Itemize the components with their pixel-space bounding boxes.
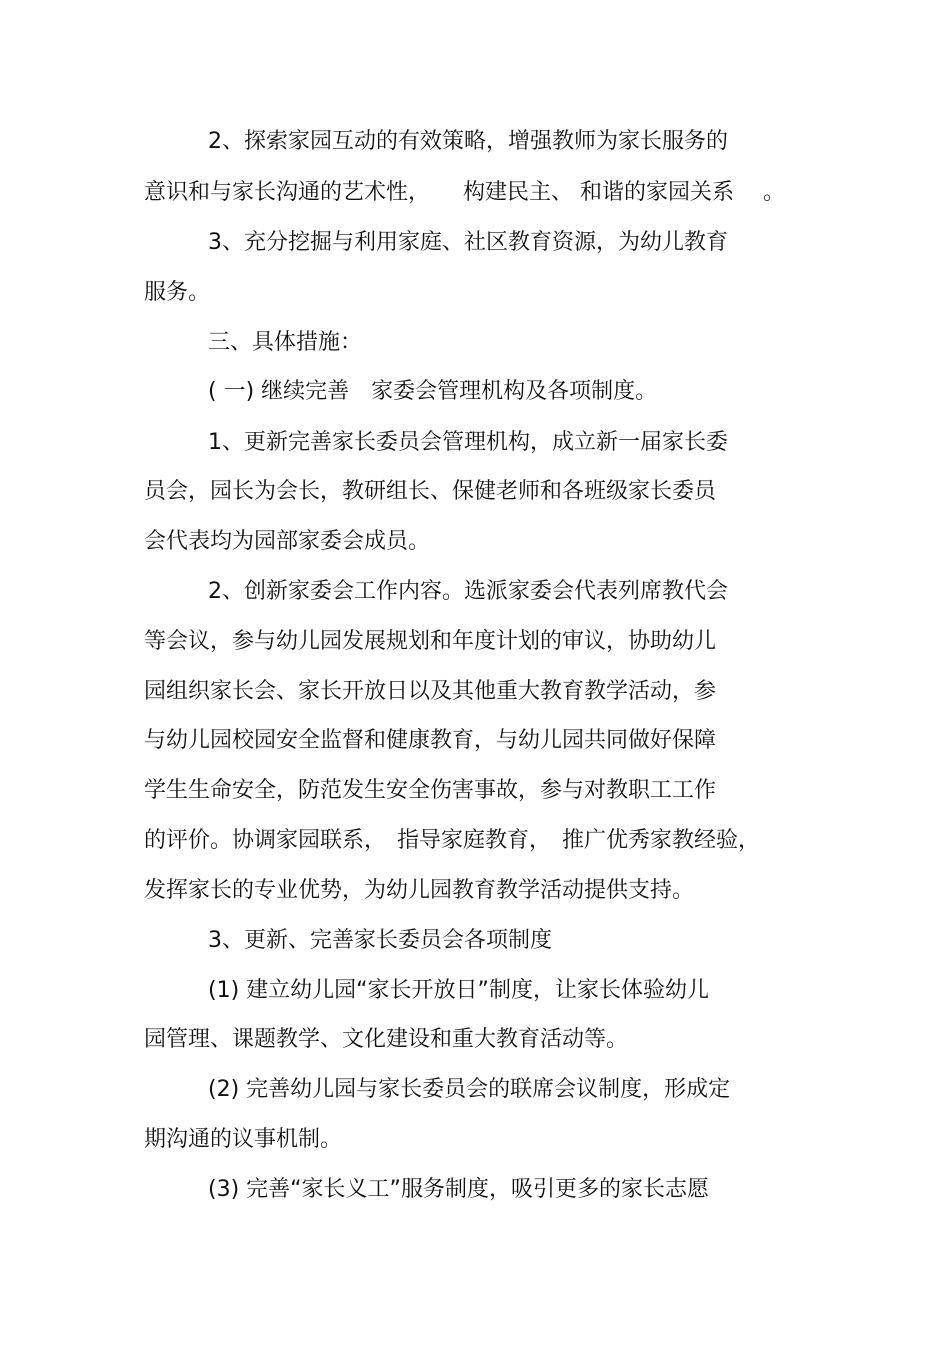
paragraph-line: 员会，园长为会长，教研组长、保健老师和各班级家长委员 — [144, 479, 717, 504]
paragraph-line: (1) 建立幼儿园“家长开放日”制度，让家长体验幼儿 — [208, 978, 709, 1003]
paragraph-line: 园组织家长会、家长开放日以及其他重大教育教学活动，参 — [144, 679, 717, 704]
paragraph-line: 3、更新、完善家长委员会各项制度 — [208, 928, 552, 953]
paragraph-line: 学生生命安全，防范发生安全伤害事故，参与对教职工工作 — [144, 778, 717, 803]
paragraph-line: (3) 完善“家长义工”服务制度，吸引更多的家长志愿 — [208, 1177, 709, 1202]
paragraph-line: 意识和与家长沟通的艺术性， 构建民主、 和谐的家园关系 。 — [144, 180, 785, 205]
paragraph-line: 与幼儿园校园安全监督和健康教育，与幼儿园共同做好保障 — [144, 728, 717, 753]
paragraph-line: 的评价。协调家园联系， 指导家庭教育， 推广优秀家教经验， — [144, 828, 761, 853]
paragraph-line: 等会议，参与幼儿园发展规划和年度计划的审议，协助幼儿 — [144, 629, 717, 654]
paragraph-line: 1、更新完善家长委员会管理机构，成立新一届家长委 — [208, 430, 728, 455]
paragraph-line: 期沟通的议事机制。 — [144, 1127, 343, 1152]
paragraph-line: 2、创新家委会工作内容。选派家委会代表列席教代会 — [208, 579, 728, 604]
paragraph-line: 园管理、课题教学、文化建设和重大教育活动等。 — [144, 1027, 629, 1052]
paragraph-line: 会代表均为园部家委会成员。 — [144, 529, 431, 554]
section-heading: 三、具体措施： — [208, 330, 363, 355]
paragraph-line: 发挥家长的专业优势，为幼儿园教育教学活动提供支持。 — [144, 878, 695, 903]
paragraph-line: 2、探索家园互动的有效策略，增强教师为家长服务的 — [208, 129, 728, 154]
paragraph-line: 服务。 — [144, 280, 211, 305]
subsection-heading: ( 一) 继续完善 家委会管理机构及各项制度。 — [208, 379, 658, 404]
paragraph-line: 3、充分挖掘与利用家庭、社区教育资源，为幼儿教育 — [208, 230, 728, 255]
paragraph-line: (2) 完善幼儿园与家长委员会的联席会议制度，形成定 — [208, 1077, 731, 1102]
